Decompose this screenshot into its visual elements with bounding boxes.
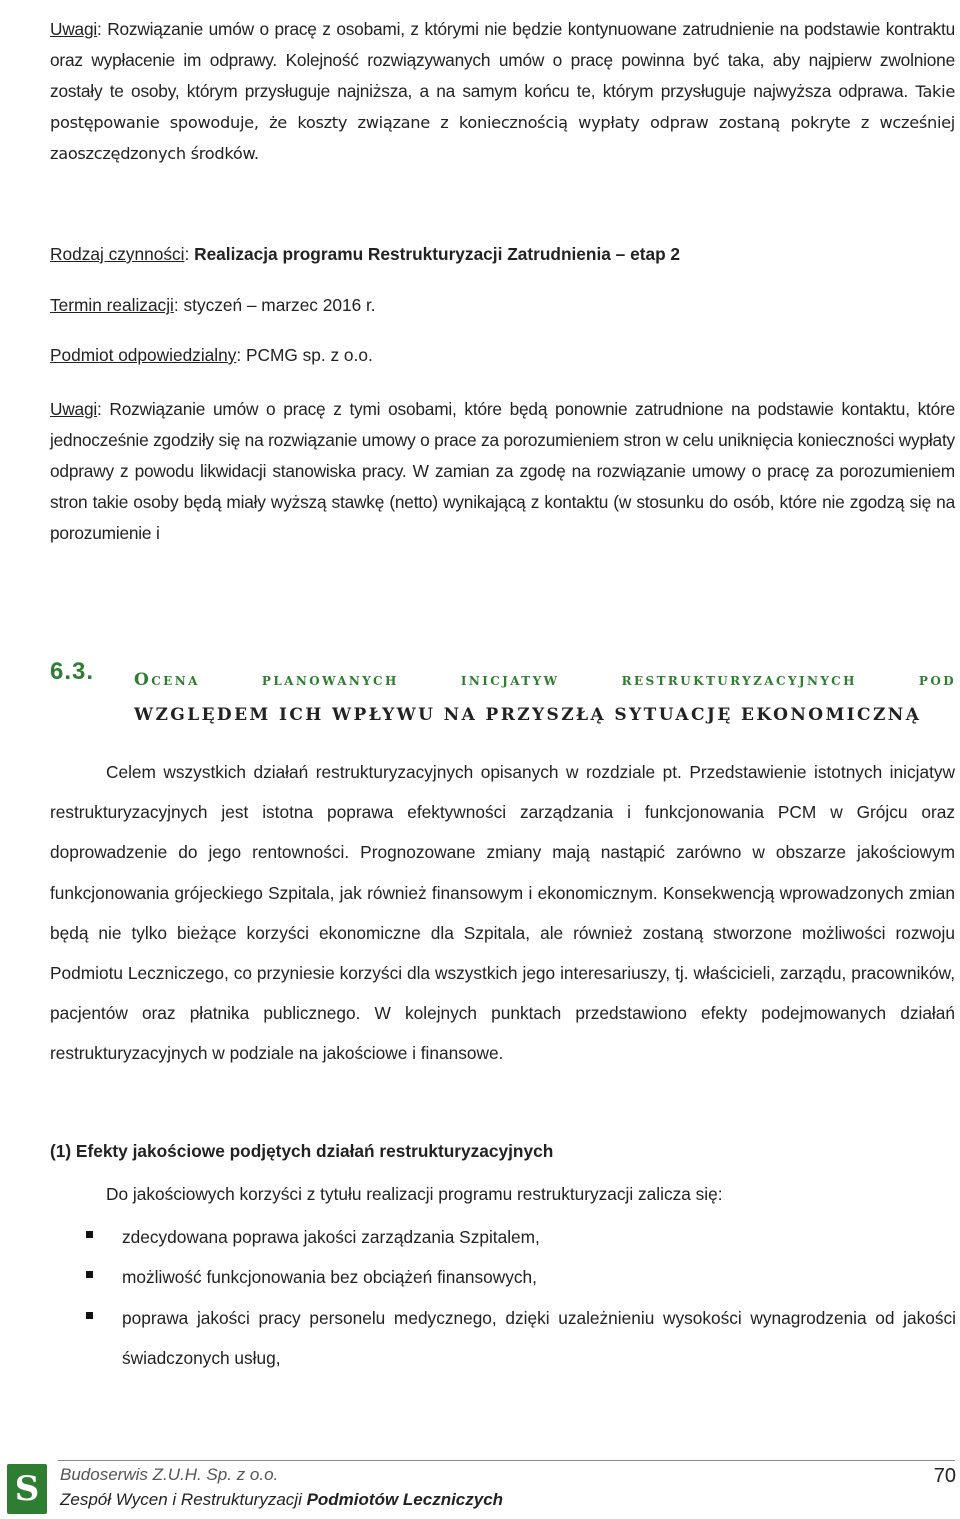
effects-intro: Do jakościowych korzyści z tytułu realizacji programu restrukturyzacji zalicza się: [106,1184,723,1204]
list-item-text: poprawa jakości pracy personelu medycznego, dzięki uzależnieniu wysokości wynagrodzenia od jakości świadczonych usług, [122,1308,956,1368]
remarks-text-cont: Takie postępowanie spowoduje, że koszty związane z koniecznością wypłaty odpraw zostaną pokryte z wcześniej zaoszczędzonych środków. [50,82,955,163]
footer-team-prefix: Zespół Wycen i Restrukturyzacji [60,1490,307,1509]
section-number: 6.3. [50,658,95,685]
activity-owner-label: Podmiot odpowiedzialny [50,345,237,365]
footer-team-suffix: Podmiotów Leczniczych [306,1490,504,1509]
activity-term: Termin realizacji: styczeń – marzec 2016 r. [50,295,376,315]
square-bullet-icon [86,1271,93,1278]
remarks-label-2: Uwagi [50,399,98,419]
remarks-label: Uwagi [50,19,98,39]
footer-team [60,1490,503,1510]
page-number: 70 [933,1465,956,1487]
remarks-text-2: : Rozwiązanie umów o pracę z tymi osobami, które będą ponownie zatrudnione na podstawie kontaktu, które jednocześnie zgodziły się na rozwiązanie umowy o prace za porozumieniem stron w celu uniknięcia konieczności wypłaty odprawy z powodu likwidacji stanowiska pracy. W zamian za zgodę na rozwiązanie umowy o pracę za porozumieniem stron takie osoby będą miały wyższą stawkę (netto) wynikającą z kontaktu (w stosunku do osób, które nie zgodzą się na porozumienie i [50,399,955,543]
square-bullet-icon [86,1231,93,1238]
footer-company: Budoserwis Z.U.H. Sp. z o.o. [60,1465,279,1484]
body-paragraph [50,752,955,1074]
remarks-paragraph-2 [50,394,955,549]
activity-type-value: Realizacja programu Restrukturyzacji Zatrudnienia – etap 2 [194,244,681,264]
remarks-text: : Rozwiązanie umów o pracę z osobami, z którymi nie będzie kontynuowane zatrudnienie na podstawie kontraktu oraz wypłacenie im odprawy. Kolejność rozwiązywanych umów o pracę powinna być taka, aby najpierw zwolnione zostały te osoby, którym przysługuje najniższa, a na samym końcu te, którym przysługuje najwyższa odprawa. [50,19,955,101]
activity-type-label: Rodzaj czynności [50,244,185,264]
list-item-text: zdecydowana poprawa jakości zarządzania Szpitalem, [122,1227,540,1247]
activity-term-value: styczeń – marzec 2016 r. [183,295,376,315]
activity-term-label: Termin realizacji [50,295,174,315]
activity-owner-value: PCMG sp. z o.o. [245,345,373,365]
section-heading-line2: WZGLĘDEM ICH WPŁYWU NA PRZYSZŁĄ SYTUACJĘ EKONOMICZNĄ [134,705,922,725]
activity-type: Rodzaj czynności: Realizacja programu Restrukturyzacji Zatrudnienia – etap 2 [50,244,681,264]
activity-owner: Podmiot odpowiedzialny: PCMG sp. z o.o. [50,345,373,365]
list-item-text: możliwość funkcjonowania bez obciążeń finansowych, [122,1267,537,1287]
body-text: Celem wszystkich działań restrukturyzacyjnych opisanych w rozdziale pt. Przedstawienie istotnych inicjatyw restrukturyzacyjnych jest istotna poprawa efektywności zarządzania i funkcjonowania PCM w Grójcu oraz doprowadzenie do jego rentowności. Prognozowane zmiany mają nastąpić zarówno w obszarze jakościowym funkcjonowania grójeckiego Szpitala, jak również finansowym i ekonomicznym. Konsekwencją wprowadzonych zmian będą nie tylko bieżące korzyści ekonomiczne dla Szpitala, ale również zostaną stworzone możliwości rozwoju Podmiotu Leczniczego, co przyniesie korzyści dla wszystkich jego interesariuszy, tj. właścicieli, zarządu, pracowników, pacjentów oraz płatnika publicznego. W kolejnych punktach przedstawiono efekty podejmowanych działań restrukturyzacyjnych w podziale na jakościowe i finansowe. [50,762,955,1064]
footer-divider [58,1460,955,1461]
section-heading: Ocena planowanych inicjatyw restrukturyzacyjnych pod [134,670,956,690]
company-logo: S [7,1464,47,1514]
remarks-paragraph-1 [50,14,955,169]
square-bullet-icon [86,1312,93,1319]
effects-title: (1) Efekty jakościowe podjętych działań restrukturyzacyjnych [50,1141,554,1161]
